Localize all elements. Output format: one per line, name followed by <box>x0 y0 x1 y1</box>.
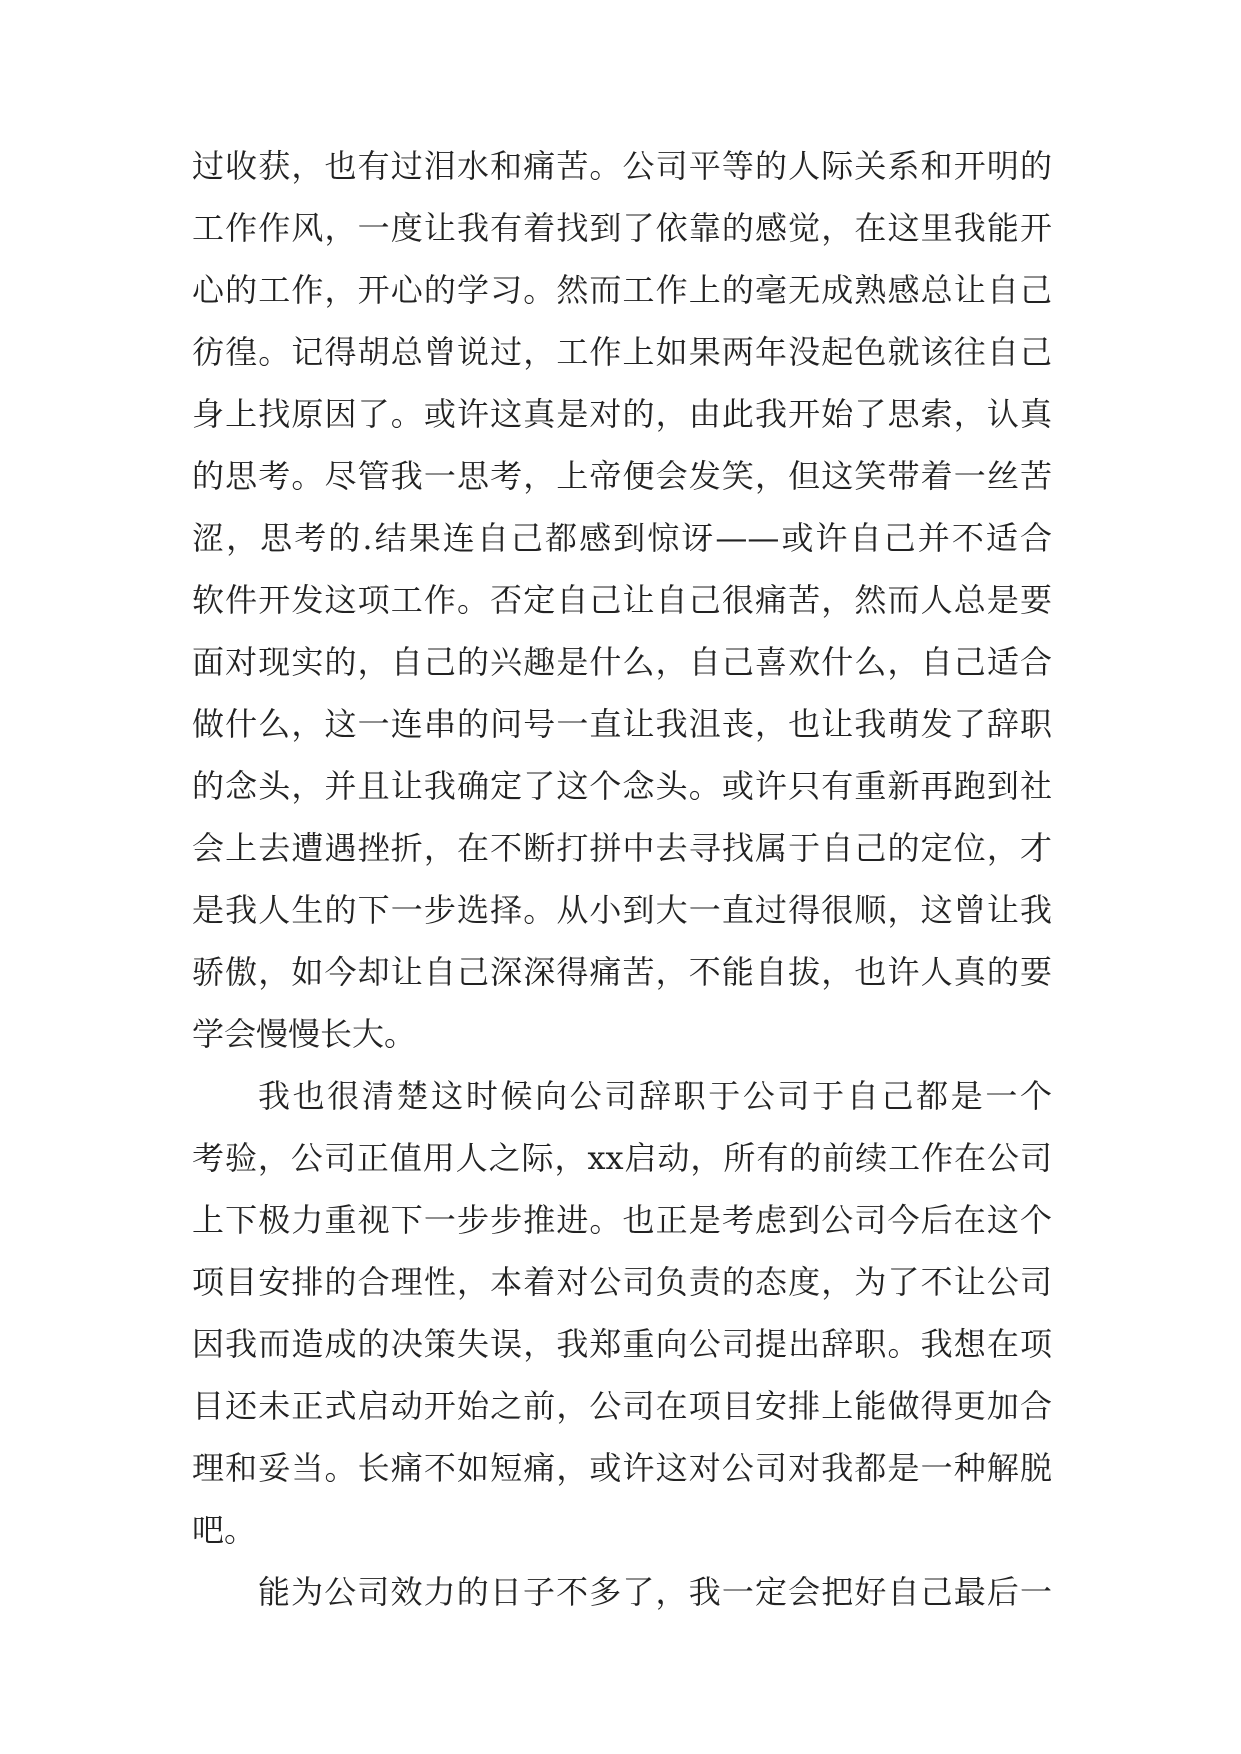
text-line: 因我而造成的决策失误，我郑重向公司提出辞职。我想在项 <box>192 1325 1052 1363</box>
text-line: 上下极力重视下一步步推进。也正是考虑到公司今后在这个 <box>192 1201 1052 1239</box>
text-line: 过收获，也有过泪水和痛苦。公司平等的人际关系和开明的 <box>192 147 1052 185</box>
paragraph-first-line: 能为公司效力的日子不多了，我一定会把好自己最后一 <box>258 1573 1052 1611</box>
text-line: 目还未正式启动开始之前，公司在项目安排上能做得更加合 <box>192 1387 1052 1425</box>
text-line: 面对现实的，自己的兴趣是什么，自己喜欢什么，自己适合 <box>192 643 1052 681</box>
text-line: 是我人生的下一步选择。从小到大一直过得很顺，这曾让我 <box>192 891 1052 929</box>
text-line: 学会慢慢长大。 <box>192 1015 417 1053</box>
text-line: 涩，思考的.结果连自己都感到惊讶——或许自己并不适合 <box>192 519 1052 557</box>
paragraph-first-line: 我也很清楚这时候向公司辞职于公司于自己都是一个 <box>258 1077 1052 1115</box>
text-line: 软件开发这项工作。否定自己让自己很痛苦，然而人总是要 <box>192 581 1052 619</box>
text-line: 理和妥当。长痛不如短痛，或许这对公司对我都是一种解脱 <box>192 1449 1052 1487</box>
text-line: 心的工作，开心的学习。然而工作上的毫无成熟感总让自己 <box>192 271 1052 309</box>
text-line: 身上找原因了。或许这真是对的，由此我开始了思索，认真 <box>192 395 1052 433</box>
text-line: 彷徨。记得胡总曾说过，工作上如果两年没起色就该往自己 <box>192 333 1052 371</box>
text-line: 工作作风，一度让我有着找到了依靠的感觉，在这里我能开 <box>192 209 1052 247</box>
text-line: 的念头，并且让我确定了这个念头。或许只有重新再跑到社 <box>192 767 1052 805</box>
text-line: 骄傲，如今却让自己深深得痛苦，不能自拔，也许人真的要 <box>192 953 1052 991</box>
text-line: 会上去遭遇挫折，在不断打拼中去寻找属于自己的定位，才 <box>192 829 1052 867</box>
text-line: 吧。 <box>192 1511 257 1549</box>
text-line: 考验，公司正值用人之际，xx启动，所有的前续工作在公司 <box>192 1139 1052 1177</box>
text-line: 的思考。尽管我一思考，上帝便会发笑，但这笑带着一丝苦 <box>192 457 1052 495</box>
text-line: 做什么，这一连串的问号一直让我沮丧，也让我萌发了辞职 <box>192 705 1052 743</box>
text-line: 项目安排的合理性，本着对公司负责的态度，为了不让公司 <box>192 1263 1052 1301</box>
